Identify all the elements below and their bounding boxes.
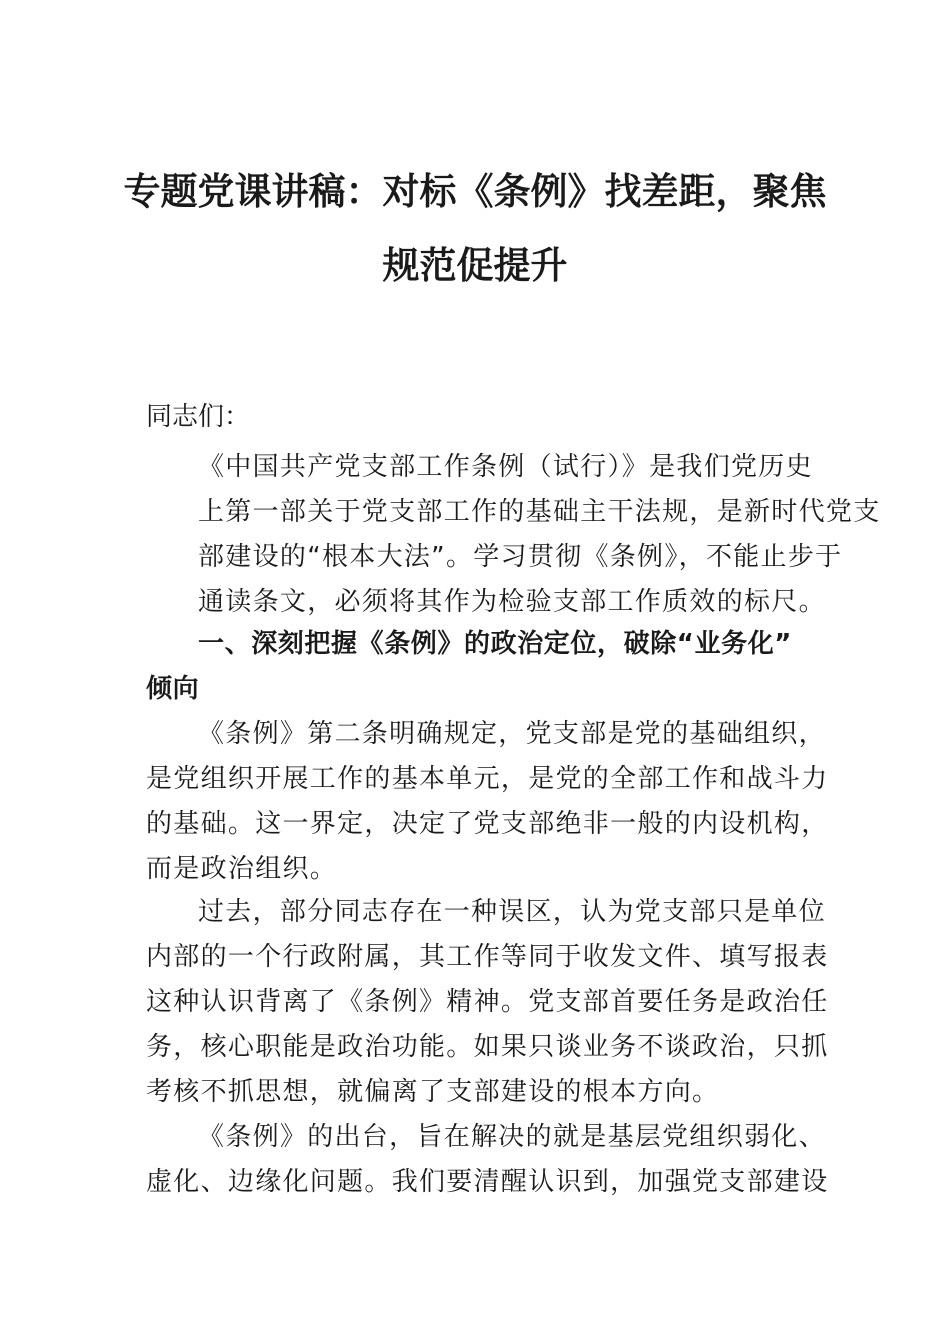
text-line: 的基础。这一界定，决定了党支部绝非一般的内设机构， bbox=[146, 809, 829, 839]
text-line: 虚化、边缘化问题。我们要清醒认识到，加强党支部建设 bbox=[146, 1167, 829, 1197]
text-line: 过去，部分同志存在一种误区，认为党支部只是单位 bbox=[198, 897, 826, 927]
text-line: 是党组织开展工作的基本单元，是党的全部工作和战斗力 bbox=[146, 764, 829, 794]
text-line: 通读条文，必须将其作为检验支部工作质效的标尺。 bbox=[198, 587, 826, 617]
text-line: 上第一部关于党支部工作的基础主干法规，是新时代党支 bbox=[198, 497, 881, 527]
paragraph-purpose bbox=[146, 1115, 829, 1205]
paragraph-intro bbox=[146, 445, 881, 625]
text-line: 《条例》第二条明确规定，党支部是党的基础组织， bbox=[198, 719, 826, 749]
heading-line: 一、深刻把握《条例》的政治定位，破除“业务化” bbox=[198, 629, 792, 659]
paragraph-definition bbox=[146, 712, 829, 892]
paragraph-misconception bbox=[146, 890, 829, 1115]
text-line: 考核不抓思想，就偏离了支部建设的根本方向。 bbox=[146, 1077, 720, 1107]
text-line: 这种认识背离了《条例》精神。党支部首要任务是政治任 bbox=[146, 987, 829, 1017]
text-line: 部建设的“根本大法”。学习贯彻《条例》，不能止步于 bbox=[198, 542, 843, 572]
text-line: 而是政治组织。 bbox=[146, 854, 338, 884]
section-heading-1 bbox=[146, 622, 806, 712]
document-title-line-2: 规范促提升 bbox=[382, 243, 568, 287]
salutation: 同志们： bbox=[146, 402, 251, 432]
text-line: 内部的一个行政附属，其工作等同于收发文件、填写报表 bbox=[146, 942, 829, 972]
document-title-line-1: 专题党课讲稿：对标《条例》找差距，聚焦 bbox=[123, 169, 827, 213]
text-line: 《中国共产党支部工作条例（试行）》是我们党历史 bbox=[198, 452, 813, 482]
text-line: 《条例》的出台，旨在解决的就是基层党组织弱化、 bbox=[198, 1122, 826, 1152]
heading-line: 倾向 bbox=[146, 674, 200, 704]
text-line: 务，核心职能是政治功能。如果只谈业务不谈政治，只抓 bbox=[146, 1032, 829, 1062]
